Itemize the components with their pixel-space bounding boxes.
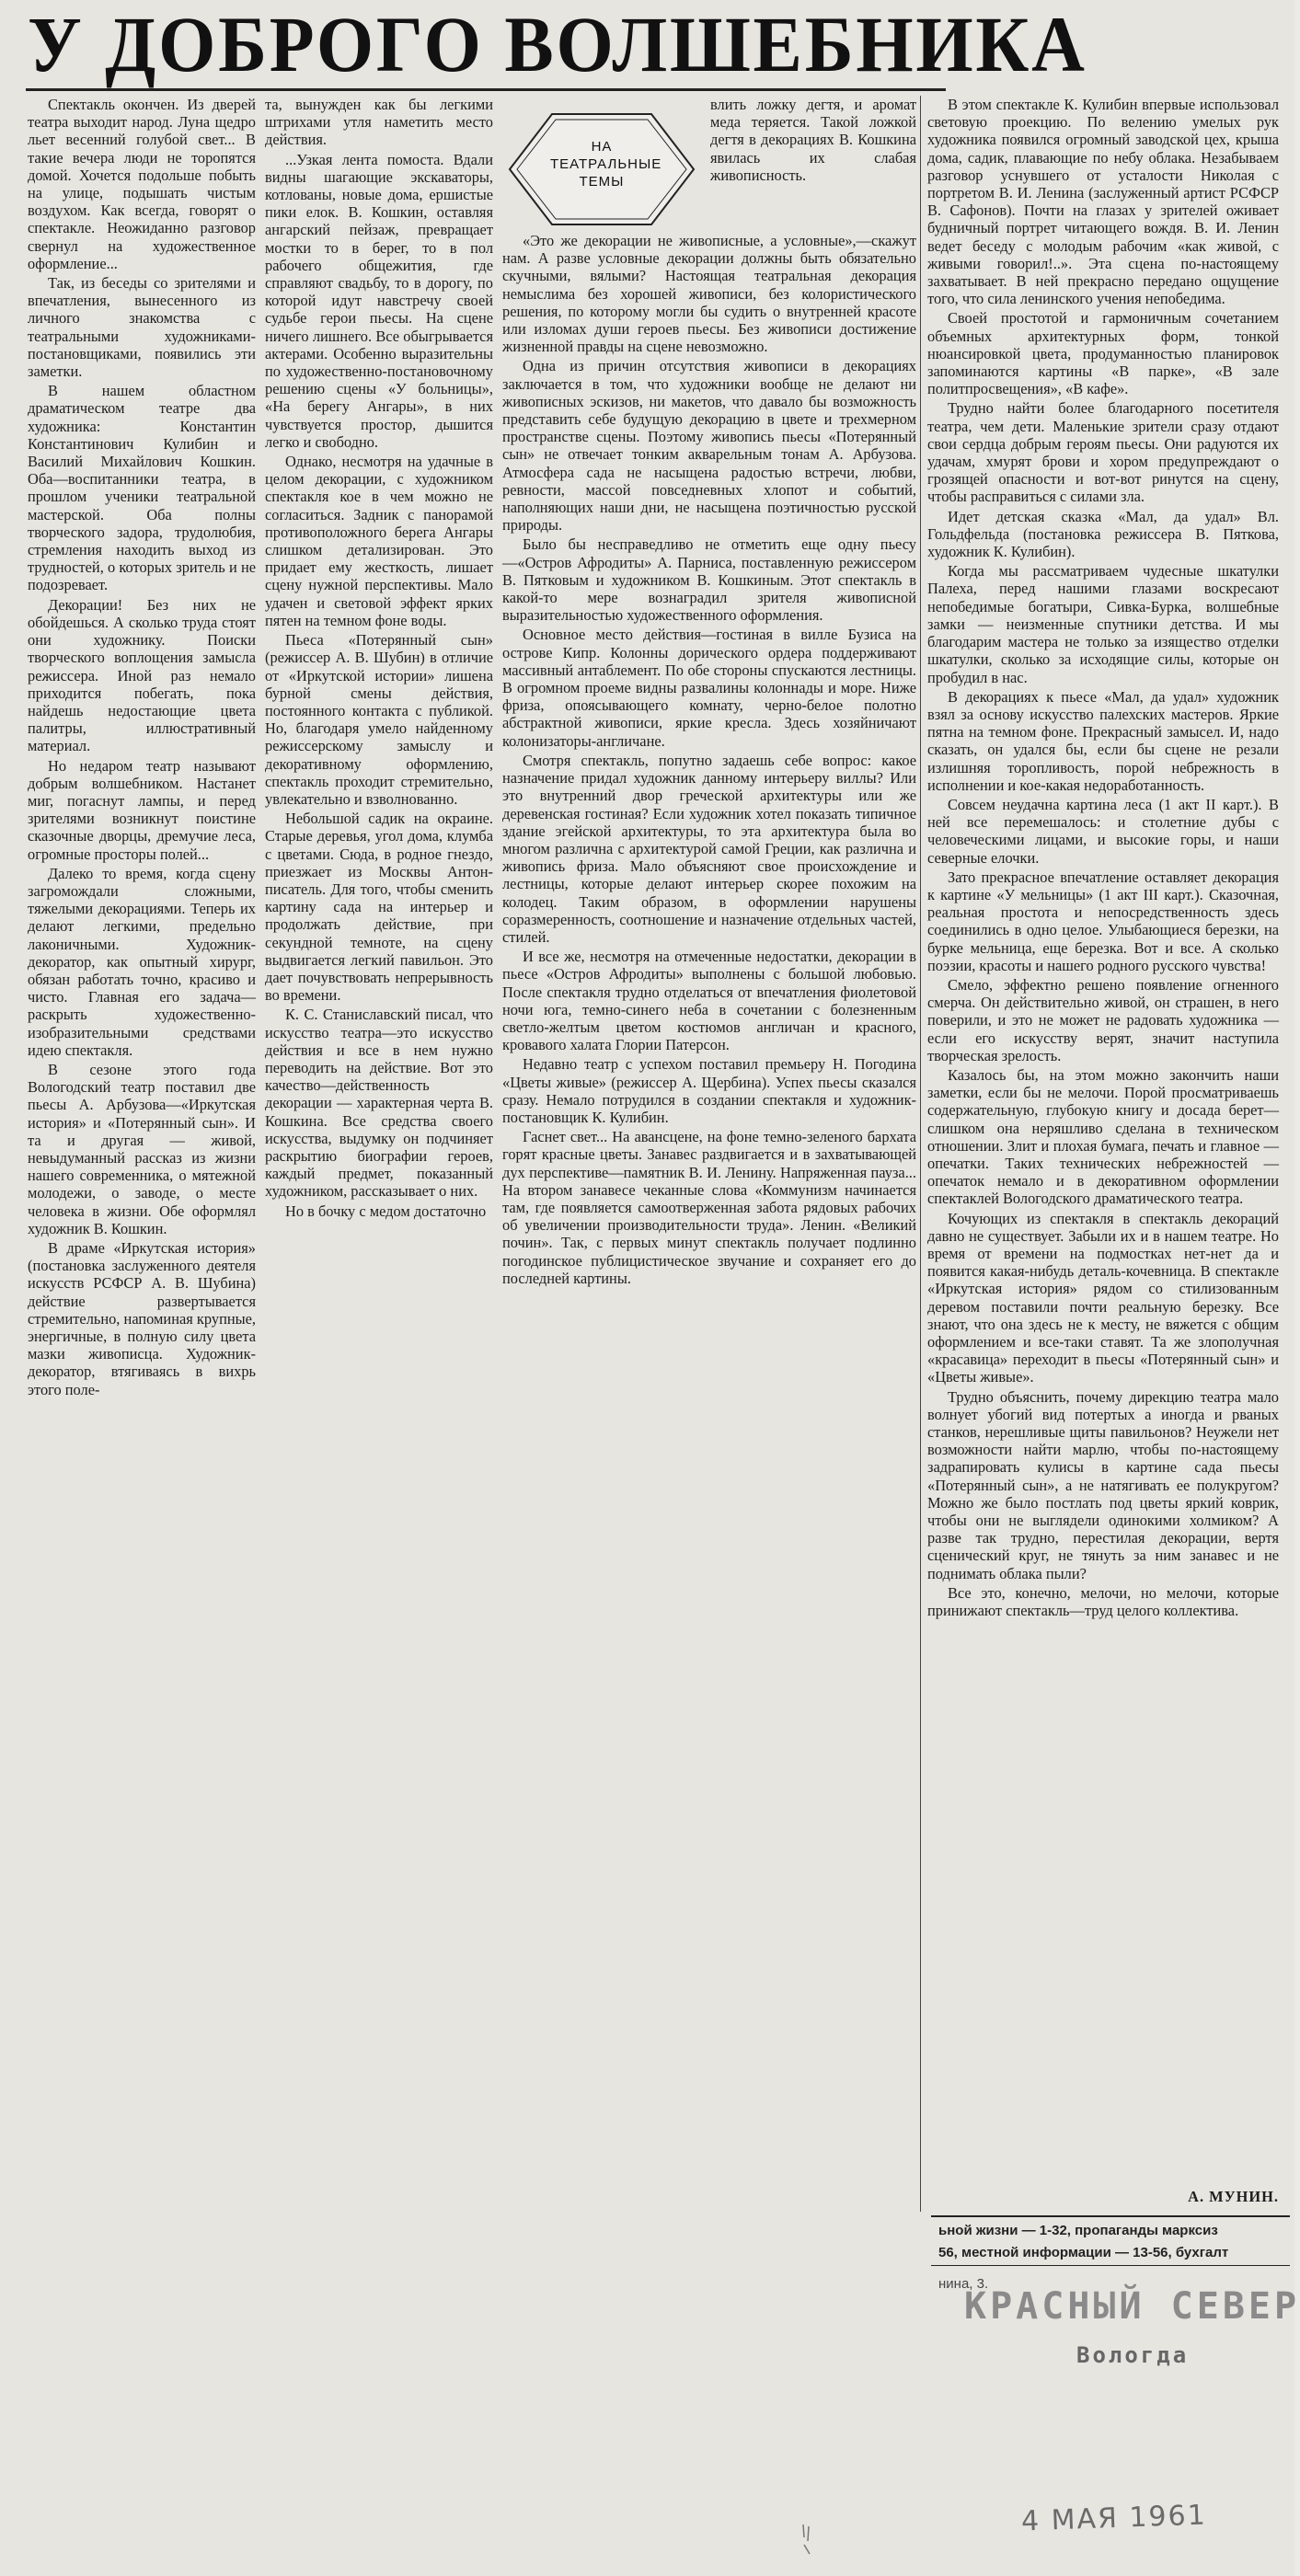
paragraph: Казалось бы, на этом можно закончить наши заметки, если бы не мелочи. Порой просматриваешь содержательную, глубокую книгу и досада берет—слишком она неряшливо сделана в техническом отношении. Злит и плохая бумага, печать и главное — опечатки. Таких технических небрежностей — опечаток немало и в декоративном оформлении спектаклей Вологодского драматического театра. xyxy=(927,1065,1279,1208)
article-column-1 xyxy=(28,96,256,1398)
footer-line-2: 56, местной информации — 13-56, бухгалт xyxy=(938,2245,1229,2260)
footer-line-3: нина, 3. xyxy=(938,2276,989,2292)
paragraph: Кочующих из спектакля в спектакль декораций давно не существует. Забыли их и в нашем театре. Но время от времени на подмостках нет-нет да и появится какая-нибудь деталь-кочевница. В спектакле «Иркутская история» рядом со стилизованным деревом поставили почти реальную березку. Все знают, что она здесь не к месту, не вяжется с общим оформлением и все-таки ставят. Та же злополучная «красавица» переходит в пьесы «Потерянный сын» и «Цветы живые». xyxy=(927,1209,1279,1386)
stamp-date: 4 МАЯ 1961 xyxy=(1020,2499,1208,2538)
paragraph: К. С. Станиславский писал, что искусство театра—это искусство действия и все в нем нужно переводить на действие. Вот это качество—действенность декорации — характерная черта В. Кошкина. Все средства своего искусства, выдумку он подчиняет раскрытию биографии героев, каждый предмет, показанный художником, рассказывает о них. xyxy=(265,1006,493,1201)
rubric-diamond xyxy=(504,110,699,228)
paragraph: Трудно объяснить, почему дирекцию театра мало волнует убогий вид потертых а иногда и рваных станков, нерешливые щиты павильонов? Неужели нет возможности найти марлю, чтобы по-настоящему задрапировать кулисы в картине сада пьесы «Потерянный сын», а не натягивать ее полукругом? Можно же было постлать под цветы яркий коврик, чтобы они не выглядели одинокими холмиком? А разве так трудно, перестилая декорации, вертя сценический круг, не тянуть за ним занавес и не поднимать облака пыли? xyxy=(927,1387,1279,1582)
paragraph: Одна из причин отсутствия живописи в декорациях заключается в том, что художники вообще не делают ни живописных эскизов, ни макетов, что давало бы возможность представить себе будущую декорацию в цвете и трехмерном пространстве сцены. Поэтому живопись пьесы «Потерянный сын» не отвечает тонким акварельным тонам А. Арбузова. Атмосфера сада не насыщена радостью встречи, любви, ревности, массой повседневных хлопот и событий, наполняющих наши дни, не насыщена поэтичностью русской природы. xyxy=(502,357,916,535)
paragraph: Своей простотой и гармоничным сочетанием объемных архитектурных форм, тонкой нюансировкой цвета, продуманностью планировок запоминаются картины «В парке», «В зале политпросвещения», «В кафе». xyxy=(927,309,1279,398)
paragraph: В нашем областном драматическом театре два художника: Константин Константинович Кулибин и Василий Михайлович Кошкин. Оба—воспитанники театра, в прошлом ученики театральной мастерской. Оба полны творческого задора, трудолюбия, стремления находить выход из трудностей, о которых зритель и не подозревает. xyxy=(28,382,256,594)
paragraph: Было бы несправедливо не отметить еще одну пьесу—«Остров Афродиты» А. Парниса, поставленную режиссером В. Пятковым и художником В. Кошкиным. Этот спектакль в какой-то мере вознаградил зрителя живописной выразительностью художественного оформления. xyxy=(502,535,916,625)
footer-line-1: ьной жизни — 1-32, пропаганды марксиз xyxy=(938,2223,1218,2238)
paragraph: Идет детская сказка «Мал, да удал» Вл. Гольдфельда (постановка режиссера В. Пяткова, художник К. Кулибин). xyxy=(927,507,1279,561)
article-column-4 xyxy=(927,96,1279,2184)
paragraph: В этом спектакле К. Кулибин впервые использовал световую проекцию. По велению умелых рук художника появился огромный заводской цех, крыша дома, садик, плавающие по небу облака. Незабываем разговор уснувшего от усталости Николая с портретом В. И. Ленина (заслуженный артист РСФСР В. Сафонов). Почти на глазах у зрителей оживает будничный портрет читающего вождя. В. И. Ленин ведет беседу с молодым рабочим «как живой, с живыми говорил!..». Эта сцена по-настоящему захватывает. В ней прекрасно передано ощущение того, что сила ленинского учения непобедима. xyxy=(927,96,1279,308)
paragraph: Так, из беседы со зрителями и впечатления, вынесенного из личного знакомства с театральными художниками-постановщиками, появились эти заметки. xyxy=(28,274,256,381)
footer-rule xyxy=(931,2215,1290,2217)
stamp-newspaper-name: КРАСНЫЙ СЕВЕР xyxy=(964,2285,1300,2328)
paragraph: Недавно театр с успехом поставил премьеру Н. Погодина «Цветы живые» (режиссер А. Щербина). Успех пьесы сказался сразу. Немало потрудился в создании спектакля и художник-постановщик К. Кулибин. xyxy=(502,1055,916,1126)
paragraph: Далеко то время, когда сцену загромождали сложными, тяжелыми декорациями. Теперь их делают легкими, предельно лаконичными. Художник-декоратор, как опытный хирург, обязан работать точно, красиво и чисто. Главная его задача—раскрыть художественно-изобразительными средствами идею спектакля. xyxy=(28,864,256,1059)
headline-rule xyxy=(26,88,946,91)
paragraph: Совсем неудачна картина леса (1 акт II карт.). В ней все перемешалось: и столетние дубы с человеческими лицами, и высокие горы, и наши северные елочки. xyxy=(927,795,1279,867)
pencil-mark-icon xyxy=(800,2521,813,2558)
article-author xyxy=(927,2188,1279,2208)
paragraph: Но в бочку с медом достаточно xyxy=(285,1202,487,1220)
paragraph: Гаснет свет... На авансцене, на фоне темно-зеленого бархата горят красные цветы. Занавес раздвигается и в захватывающей дух перспективе—памятник В. И. Ленину. Напряженная пауза... На втором занавесе чеканные слова «Коммунизм начинается там, где появляется самоотверженная забота рядовых рабочих об увеличении производительности труда». Ленин. «Великий почин». Так, с первых минут спектакль получает подлинно погодинское публицистическое звучание и сохраняет его до последней картины. xyxy=(502,1128,916,1287)
paragraph: В декорациях к пьесе «Мал, да удал» художник взял за основу искусство палехских мастеров. Яркие пятна на темном фоне. Прекрасный замысел. И, надо сказать, он удался бы, если бы сцене не резали излишняя торопливость, порой небрежность в исполнении и кое-какая недоработанность. xyxy=(927,687,1279,794)
author-signature: А. МУНИН. xyxy=(1188,2188,1279,2205)
article-column-2 xyxy=(265,96,493,1227)
rubric-label: НА ТЕАТРАЛЬНЫЕ ТЕМЫ xyxy=(550,139,662,190)
paragraph: Когда мы рассматриваем чудесные шкатулки Палеха, перед нашими глазами воскресают непобедимые богатыри, Сивка-Бурка, волшебные замки — неизменные спутники детства. И мы благодарим мастера не только за изящество отделки шкатулки, сколько за исходящие силы, которые он пробудил в нас. xyxy=(927,562,1279,686)
paragraph: Спектакль окончен. Из дверей театра выходит народ. Луна щедро льет весенний голубой свет... В такие вечера люди не торопятся домой. Хочется подольше побыть на улице, подышать чистым воздухом. Как всегда, говорят о спектакле. Неожиданно разговор свернул на художественное оформление... xyxy=(28,96,256,272)
article-column-3 xyxy=(502,232,916,2118)
paragraph: Небольшой садик на окраине. Старые деревья, угол дома, клумба с цветами. Сюда, в родное гнездо, приезжает из Москвы Антон-писатель. Для того, чтобы сменить картину сада на интерьер и продолжать действие, при секундной темноте, на сцену выдвигается легкий павильон. Это дает почувствовать непрерывность во времени. xyxy=(265,810,493,1005)
paragraph: В драме «Иркутская история» (постановка заслуженного деятеля искусств РСФСР А. В. Шубина) действие развертывается стремительно, напоминая крупные, энергичные, в полную силу цвета мазки живописца. Художник-декоратор, втягиваясь в вихрь этого поле- xyxy=(28,1239,256,1398)
paragraph: Трудно найти более благодарного посетителя театра, чем дети. Маленькие зрители сразу отдают свои сердца добрым героям пьесы. Они радуются их удачам, хмурят брови и хором предупреждают о грозящей опасности и вот-вот ринутся на сцену, чтобы расправиться с силами зла. xyxy=(927,399,1279,506)
column-separator xyxy=(920,96,921,2212)
paragraph: влить ложку дегтя, и аромат меда теряется. Такой ложкой дегтя в декорациях В. Кошкина явилась их слабая живописность. xyxy=(710,96,916,184)
paragraph: ...Узкая лента помоста. Вдали видны шагающие экскаваторы, котлованы, новые дома, ершистые пики елок. В. Кошкин, оставляя ангарский пейзаж, превращает мостки то в берег, то в пол рабочего общежития, где справляют свадьбу, то в дорогу, по которой идут навстречу своей судьбе герои пьесы. На сцене ничего лишнего. Все обыгрывается актерами. Особенно выразительны по художественно-постановочному решению сцены «У больницы», «На берегу Ангары», в них чувствуется простор, дышится легко и свободно. xyxy=(265,150,493,451)
paragraph: Смотря спектакль, попутно задаешь себе вопрос: какое назначение придал художник данному интерьеру виллы? Или это внутренний двор греческой архитектуры или же деревенская гостиная? Если художник хотел показать типичное здание эгейской архитектуры, то эта архитектура была во многом различна с архитектурой самой Греции, как различна и живопись фриза. Мало объясняют свое происхождение и лестницы, которые делают интерьер скорее похожим на колодец. Таким образом, в оформлении нарушены соразмеренность, соотношение и назначение отдельных частей, стилей. xyxy=(502,751,916,946)
stamp-city: Вологда xyxy=(1076,2342,1190,2368)
paragraph: Но недаром театр называют добрым волшебником. Настанет миг, погаснут лампы, и перед зрителями возникнут поистине сказочные дворцы, дремучие леса, огромные просторы полей... xyxy=(28,756,256,863)
paragraph: Зато прекрасное впечатление оставляет декорация к картине «У мельницы» (1 акт III карт.). Сказочная, реальная простота и непосредственность здесь соединились в одно целое. Улыбающиеся березки, на бурке мельница, еще березка. Вот и все. А сколько поэзии, красоты и нашего родного русского чувства! xyxy=(927,868,1279,974)
paragraph: та, вынужден как бы легкими штрихами утля наметить место действия. xyxy=(265,96,493,149)
paragraph: Декорации! Без них не обойдешься. А сколько труда стоят они художнику. Поиски творческого воплощения замысла режиссера. Иной раз немало приходится побегать, пока найдешь недостающие цвета палитры, иллюстративный материал. xyxy=(28,595,256,755)
paragraph: «Это же декорации не живописные, а условные»,—скажут нам. А разве условные декорации должны быть обязательно скучными, вялыми? Настоящая театральная декорация немыслима без хорошей живописи, без колористического решения, по которому могли бы судить о внутренней красоте или изломах души героев пьесы. Без живописи достижение жизненной правды на сцене невозможно. xyxy=(502,232,916,356)
article-headline: У ДОБРОГО ВОЛШЕБНИКА xyxy=(28,0,1087,88)
article-column-3-top xyxy=(710,96,916,224)
paragraph: Основное место действия—гостиная в вилле Бузиса на острове Кипр. Колонны дорического ордера поддерживают массивный антаблемент. По обе стороны спускаются лестницы. В огромном проеме видны развалины колоннады и море. Ниже фриза, опоясывающего комнату, черно-белое полотно абстрактной живописи, яркие кресла. Здесь хозяйничают колонизаторы-англичане. xyxy=(502,626,916,750)
paragraph: Все это, конечно, мелочи, но мелочи, которые принижают спектакль—труд целого коллектива. xyxy=(927,1583,1279,1620)
footer-rule-2 xyxy=(931,2265,1290,2266)
paragraph: Смело, эффектно решено появление огненного смерча. Он действительно живой, он страшен, в него поверили, и это не может не радовать художника — если его искусству верят, значит наступила творческая зрелость. xyxy=(927,975,1279,1064)
paragraph: Пьеса «Потерянный сын» (режиссер А. В. Шубин) в отличие от «Иркутской истории» лишена бурной смены действия, постоянного контакта с публикой. Но, благодаря умело найденному режиссерскому замыслу и декоративному оформлению, спектакль проходит стремительно, увлекательно и взволнованно. xyxy=(265,631,493,808)
paragraph: Однако, несмотря на удачные в целом декорации, с художником спектакля кое в чем можно не согласиться. Задник с панорамой противоположного берега Ангары слишком детализирован. Это придает ему жесткость, лишает сцену нужной перспективы. Мало удачен и световой эффект ярких пятен на темном фоне воды. xyxy=(265,453,493,629)
paragraph: И все же, несмотря на отмеченные недостатки, декорации в пьесе «Остров Афродиты» выполнены с большой любовью. После спектакля трудно отделаться от впечатления фиолетовой ночи юга, темно-синего неба в сочетании с болезненным светло-желтым цветом костюмов англичан и красного, кровавого халата Глории Патерсон. xyxy=(502,948,916,1054)
paragraph: В сезоне этого года Вологодский театр поставил две пьесы А. Арбузова—«Иркутская история» и «Потерянный сын». И та и другая — живой, невыдуманный рассказ из жизни нашего современника, о мятежной молодежи, о заводе, о месте человека в жизни. Обе оформлял художник В. Кошкин. xyxy=(28,1060,256,1237)
